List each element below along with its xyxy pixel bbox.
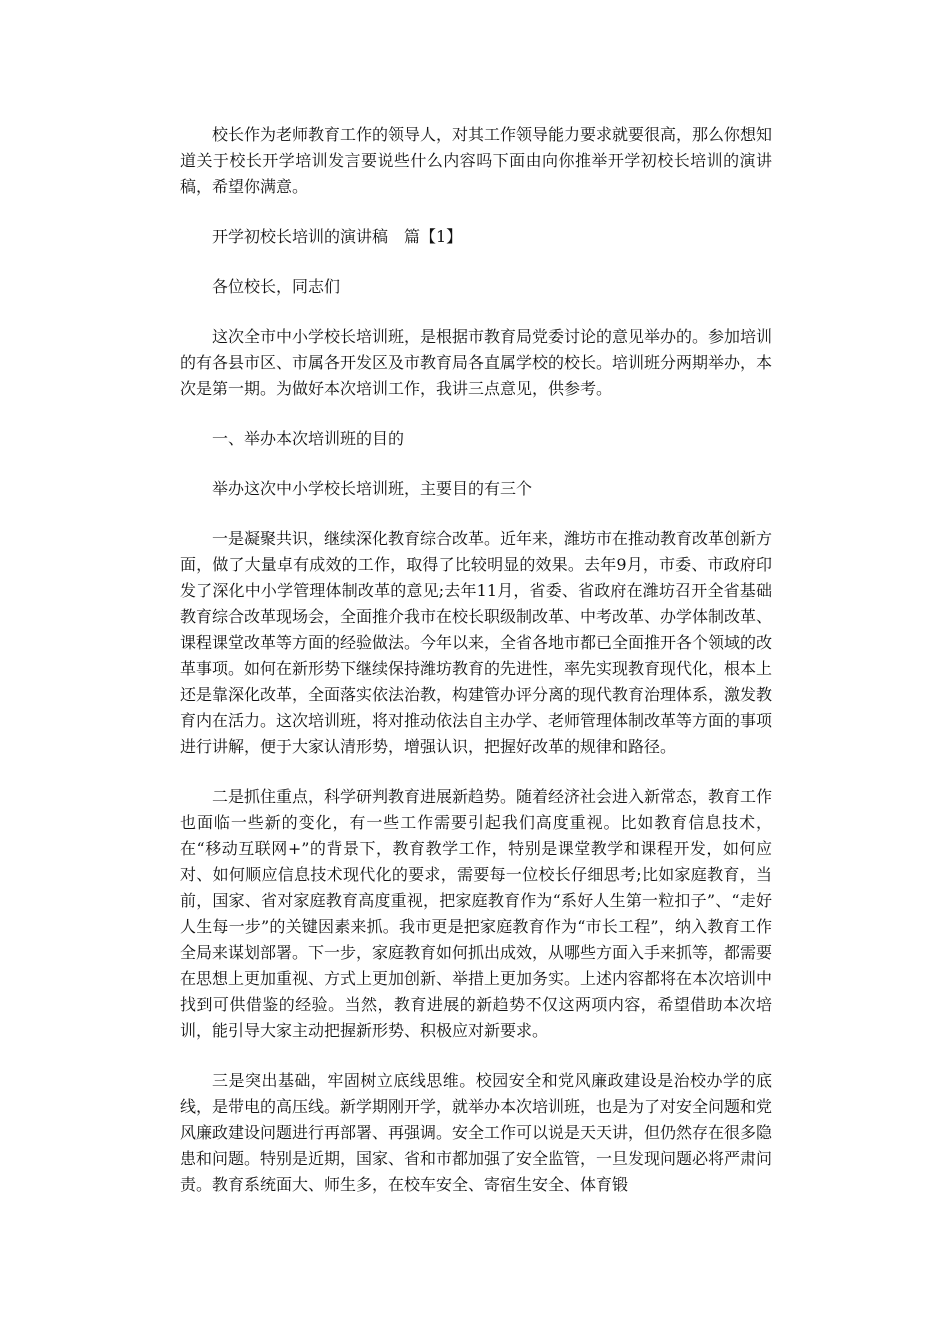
- speech-title: 开学初校长培训的演讲稿 篇【1】: [212, 227, 463, 246]
- opening-paragraph: 这次全市中小学校长培训班，是根据市教育局党委讨论的意见举办的。参加培训的有各县市区、市属各开发区及市教育局各直属学校的校长。培训班分两期举办，本次是第一期。为做好本次培训工作，我讲三点意见，供参考。: [180, 327, 773, 398]
- point-one-paragraph: 一是凝聚共识，继续深化教育综合改革。近年来，潍坊市在推动教育改革创新方面，做了大量卓有成效的工作，取得了比较明显的效果。去年9月，市委、市政府印发了深化中小学管理体制改革的意见;去年11月，省委、省政府在潍坊召开全省基础教育综合改革现场会，全面推介我市在校长职级制改革、中考改革、办学体制改革、课程课堂改革等方面的经验做法。今年以来，全省各地市都已全面推开各个领域的改革事项。如何在新形势下继续保持潍坊教育的先进性，率先实现教育现代化，根本上还是靠深化改革，全面落实依法治教，构建管办评分离的现代教育治理体系，激发教育内在活力。这次培训班，将对推动依法自主办学、老师管理体制改革等方面的事项进行讲解，便于大家认清形势，增强认识，把握好改革的规律和路径。: [180, 529, 773, 756]
- point-two-paragraph: 二是抓住重点，科学研判教育进展新趋势。随着经济社会进入新常态，教育工作也面临一些新的变化，有一些工作需要引起我们高度重视。比如教育信息技术，在“移动互联网+”的背景下，教育教学工作，特别是课堂教学和课程开发，如何应对、如何顺应信息技术现代化的要求，需要每一位校长仔细思考;比如家庭教育，当前，国家、省对家庭教育高度重视，把家庭教育作为“系好人生第一粒扣子”、“走好人生每一步”的关键因素来抓。我市更是把家庭教育作为“市长工程”，纳入教育工作全局来谋划部署。下一步，家庭教育如何抓出成效，从哪些方面入手来抓等，都需要在思想上更加重视、方式上更加创新、举措上更加务实。上述内容都将在本次培训中找到可供借鉴的经验。当然，教育进展的新趋势不仅这两项内容，希望借助本次培训，能引导大家主动把握新形势、积极应对新要求。: [180, 787, 773, 1040]
- document-body: [180, 122, 772, 1222]
- section-heading: 一、举办本次培训班的目的: [212, 429, 405, 448]
- section-lead: 举办这次中小学校长培训班，主要目的有三个: [212, 479, 533, 498]
- point-three-paragraph: 三是突出基础，牢固树立底线思维。校园安全和党风廉政建设是治校办学的底线，是带电的高压线。新学期刚开学，就举办本次培训班，也是为了对安全问题和党风廉政建设问题进行再部署、再强调。安全工作可以说是天天讲，但仍然存在很多隐患和问题。特别是近期，国家、省和市都加强了安全监管，一旦发现问题必将严肃问责。教育系统面大、师生多，在校车安全、寄宿生安全、体育锻: [180, 1071, 773, 1194]
- intro-paragraph: 校长作为老师教育工作的领导人，对其工作领导能力要求就要很高，那么你想知道关于校长开学培训发言要说些什么内容吗下面由向你推举开学初校长培训的演讲稿，希望你满意。: [180, 125, 773, 196]
- salutation: 各位校长，同志们: [212, 277, 341, 296]
